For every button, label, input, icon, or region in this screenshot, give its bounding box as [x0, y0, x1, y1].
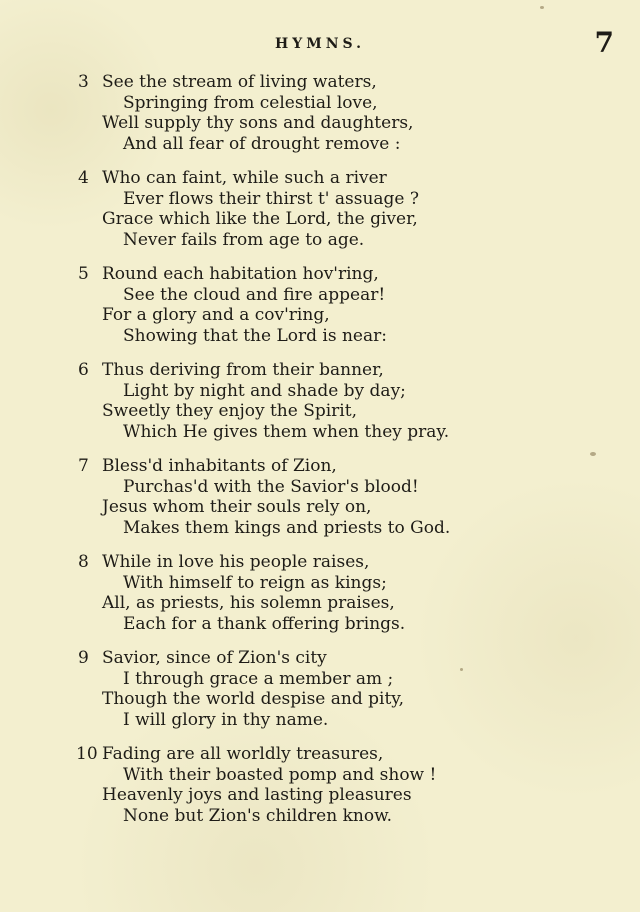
- stanza: [78, 552, 558, 634]
- verse-line: See the stream of living waters,: [102, 72, 377, 92]
- paper-blemish: [540, 6, 544, 9]
- verse-line: Makes them kings and priests to God.: [123, 517, 451, 538]
- verse-line: All, as priests, his solemn praises,: [102, 593, 395, 613]
- verse-line: Grace which like the Lord, the giver,: [102, 209, 418, 229]
- verse-line: I will glory in thy name.: [123, 709, 329, 730]
- verse-line: Fading are all worldly treasures,: [102, 744, 384, 764]
- verse-line: Round each habitation hov'ring,: [102, 264, 379, 284]
- verse-line: Light by night and shade by day;: [123, 380, 406, 401]
- verse-line: With himself to reign as kings;: [123, 572, 387, 593]
- stanza: [78, 456, 558, 538]
- verse-number: 7: [78, 456, 89, 476]
- verse-number: 6: [78, 360, 89, 380]
- verse-line: Each for a thank offering brings.: [123, 613, 406, 634]
- paper-blemish: [460, 668, 463, 671]
- verse-line: Jesus whom their souls rely on,: [102, 497, 372, 517]
- stanza: [78, 168, 558, 250]
- verse-line: Showing that the Lord is near:: [123, 325, 387, 346]
- verse-number: 3: [78, 72, 89, 92]
- verse-line: See the cloud and fire appear!: [123, 284, 386, 305]
- verse-line: Springing from celestial love,: [123, 92, 378, 113]
- stanza: [78, 72, 558, 154]
- verse-line: Ever flows their thirst t' assuage ?: [123, 188, 420, 209]
- verse-line: Sweetly they enjoy the Spirit,: [102, 401, 357, 421]
- stanza: [78, 648, 558, 730]
- verse-line: And all fear of drought remove :: [123, 133, 401, 154]
- verse-line: Bless'd inhabitants of Zion,: [102, 456, 337, 476]
- verse-line: For a glory and a cov'ring,: [102, 305, 330, 325]
- verse-number: 10: [76, 744, 98, 764]
- verse-line: Heavenly joys and lasting pleasures: [102, 785, 412, 805]
- verse-number: 4: [78, 168, 89, 188]
- verse-line: Who can faint, while such a river: [102, 168, 387, 188]
- verse-line: I through grace a member am ;: [123, 668, 394, 689]
- verse-line: None but Zion's children know.: [123, 805, 393, 826]
- verse-number: 9: [78, 648, 89, 668]
- hymn-stanzas: [78, 72, 558, 840]
- stanza: [78, 744, 558, 826]
- running-head: HYMNS.: [274, 36, 365, 52]
- verse-number: 5: [78, 264, 89, 284]
- verse-line: Purchas'd with the Savior's blood!: [123, 476, 419, 497]
- verse-line: Savior, since of Zion's city: [102, 648, 327, 668]
- verse-line: While in love his people raises,: [102, 552, 370, 572]
- stanza: [78, 360, 558, 442]
- paper-blemish: [590, 452, 596, 456]
- verse-line: With their boasted pomp and show !: [123, 764, 437, 785]
- verse-number: 8: [78, 552, 89, 572]
- page-number: 7: [594, 26, 614, 59]
- verse-line: Though the world despise and pity,: [102, 689, 405, 709]
- stanza: [78, 264, 558, 346]
- verse-line: Well supply thy sons and daughters,: [102, 113, 414, 133]
- verse-line: Which He gives them when they pray.: [123, 421, 450, 442]
- verse-line: Never fails from age to age.: [123, 229, 365, 250]
- verse-line: Thus deriving from their banner,: [102, 360, 384, 380]
